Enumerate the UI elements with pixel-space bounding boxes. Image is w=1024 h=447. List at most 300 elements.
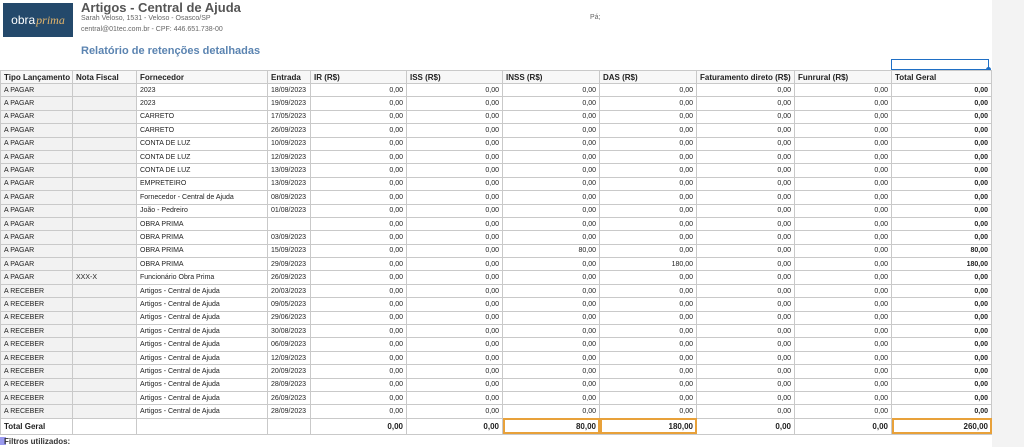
- table-cell[interactable]: 0,00: [407, 231, 503, 244]
- table-cell[interactable]: 0,00: [795, 231, 892, 244]
- table-cell[interactable]: CONTA DE LUZ: [137, 137, 268, 150]
- table-cell[interactable]: 0,00: [503, 258, 600, 271]
- table-cell[interactable]: 0,00: [892, 191, 992, 204]
- table-cell[interactable]: 0,00: [600, 97, 697, 110]
- table-cell[interactable]: A RECEBER: [1, 351, 73, 364]
- table-cell[interactable]: [73, 97, 137, 110]
- table-cell[interactable]: 0,00: [407, 378, 503, 391]
- table-cell[interactable]: 0,00: [600, 84, 697, 97]
- table-cell[interactable]: 0,00: [697, 177, 795, 190]
- table-cell[interactable]: 0,00: [407, 204, 503, 217]
- table-cell[interactable]: [73, 110, 137, 123]
- total-cell[interactable]: 80,00: [503, 418, 600, 434]
- table-cell[interactable]: 0,00: [311, 217, 407, 230]
- total-cell[interactable]: 0,00: [795, 418, 892, 434]
- table-cell[interactable]: 0,00: [503, 231, 600, 244]
- table-cell[interactable]: 0,00: [697, 231, 795, 244]
- table-cell[interactable]: 28/09/2023: [268, 378, 311, 391]
- table-cell[interactable]: 80,00: [503, 244, 600, 257]
- table-cell[interactable]: Artigos - Central de Ajuda: [137, 405, 268, 418]
- table-cell[interactable]: 0,00: [892, 351, 992, 364]
- total-cell[interactable]: 0,00: [407, 418, 503, 434]
- table-cell[interactable]: 0,00: [311, 124, 407, 137]
- table-cell[interactable]: 0,00: [503, 97, 600, 110]
- table-cell[interactable]: 0,00: [697, 378, 795, 391]
- table-cell[interactable]: A RECEBER: [1, 365, 73, 378]
- table-cell[interactable]: 0,00: [697, 84, 795, 97]
- column-header[interactable]: IR (R$): [311, 71, 407, 84]
- table-cell[interactable]: [73, 137, 137, 150]
- table-cell[interactable]: 0,00: [697, 137, 795, 150]
- table-cell[interactable]: 0,00: [407, 164, 503, 177]
- table-cell[interactable]: [73, 84, 137, 97]
- table-cell[interactable]: 0,00: [795, 84, 892, 97]
- table-cell[interactable]: A RECEBER: [1, 405, 73, 418]
- table-cell[interactable]: 0,00: [795, 258, 892, 271]
- table-cell[interactable]: 0,00: [697, 124, 795, 137]
- table-cell[interactable]: 0,00: [600, 244, 697, 257]
- table-cell[interactable]: [73, 391, 137, 404]
- table-cell[interactable]: 0,00: [407, 97, 503, 110]
- column-header[interactable]: Faturamento direto (R$): [697, 71, 795, 84]
- table-cell[interactable]: 0,00: [795, 378, 892, 391]
- table-cell[interactable]: 0,00: [503, 110, 600, 123]
- table-cell[interactable]: 0,00: [311, 137, 407, 150]
- table-cell[interactable]: 0,00: [311, 351, 407, 364]
- table-cell[interactable]: 180,00: [600, 258, 697, 271]
- table-cell[interactable]: 0,00: [503, 284, 600, 297]
- table-cell[interactable]: 0,00: [697, 325, 795, 338]
- table-cell[interactable]: CONTA DE LUZ: [137, 164, 268, 177]
- table-cell[interactable]: 0,00: [892, 204, 992, 217]
- table-cell[interactable]: 0,00: [407, 365, 503, 378]
- table-cell[interactable]: 0,00: [892, 110, 992, 123]
- table-cell[interactable]: 20/09/2023: [268, 365, 311, 378]
- table-cell[interactable]: 0,00: [407, 124, 503, 137]
- total-cell[interactable]: 180,00: [600, 418, 697, 434]
- table-cell[interactable]: 0,00: [311, 164, 407, 177]
- table-cell[interactable]: 0,00: [892, 311, 992, 324]
- table-cell[interactable]: 0,00: [795, 110, 892, 123]
- table-cell[interactable]: 0,00: [697, 271, 795, 284]
- table-cell[interactable]: 0,00: [311, 338, 407, 351]
- table-cell[interactable]: 0,00: [600, 351, 697, 364]
- table-cell[interactable]: 0,00: [697, 311, 795, 324]
- table-cell[interactable]: 30/08/2023: [268, 325, 311, 338]
- table-cell[interactable]: A PAGAR: [1, 231, 73, 244]
- table-cell[interactable]: 0,00: [795, 97, 892, 110]
- table-cell[interactable]: 0,00: [311, 311, 407, 324]
- table-cell[interactable]: [73, 405, 137, 418]
- table-cell[interactable]: 0,00: [697, 258, 795, 271]
- table-cell[interactable]: 0,00: [503, 271, 600, 284]
- table-cell[interactable]: 0,00: [697, 244, 795, 257]
- table-cell[interactable]: 0,00: [407, 351, 503, 364]
- table-cell[interactable]: 180,00: [892, 258, 992, 271]
- table-cell[interactable]: 0,00: [697, 391, 795, 404]
- table-cell[interactable]: 0,00: [697, 191, 795, 204]
- table-cell[interactable]: A RECEBER: [1, 378, 73, 391]
- table-cell[interactable]: 0,00: [795, 284, 892, 297]
- total-cell[interactable]: Total Geral: [1, 418, 73, 434]
- total-cell[interactable]: 0,00: [311, 418, 407, 434]
- table-cell[interactable]: [73, 150, 137, 163]
- table-cell[interactable]: [73, 191, 137, 204]
- table-cell[interactable]: 0,00: [311, 97, 407, 110]
- table-cell[interactable]: 0,00: [407, 405, 503, 418]
- table-cell[interactable]: 0,00: [795, 311, 892, 324]
- table-cell[interactable]: A PAGAR: [1, 164, 73, 177]
- table-cell[interactable]: 0,00: [407, 338, 503, 351]
- table-cell[interactable]: 0,00: [503, 325, 600, 338]
- table-cell[interactable]: 0,00: [892, 217, 992, 230]
- table-cell[interactable]: 0,00: [503, 124, 600, 137]
- table-cell[interactable]: OBRA PRIMA: [137, 217, 268, 230]
- table-cell[interactable]: 19/09/2023: [268, 97, 311, 110]
- table-cell[interactable]: XXX-X: [73, 271, 137, 284]
- table-cell[interactable]: 0,00: [795, 365, 892, 378]
- table-cell[interactable]: A PAGAR: [1, 150, 73, 163]
- table-cell[interactable]: A RECEBER: [1, 311, 73, 324]
- column-header[interactable]: Tipo Lançamento: [1, 71, 73, 84]
- table-cell[interactable]: 0,00: [600, 110, 697, 123]
- table-cell[interactable]: 13/09/2023: [268, 177, 311, 190]
- table-cell[interactable]: 0,00: [311, 191, 407, 204]
- table-cell[interactable]: 0,00: [407, 84, 503, 97]
- table-cell[interactable]: 0,00: [503, 298, 600, 311]
- table-cell[interactable]: 0,00: [600, 217, 697, 230]
- table-cell[interactable]: A PAGAR: [1, 258, 73, 271]
- table-cell[interactable]: 0,00: [600, 204, 697, 217]
- table-cell[interactable]: A RECEBER: [1, 325, 73, 338]
- table-cell[interactable]: 0,00: [311, 325, 407, 338]
- table-cell[interactable]: 0,00: [407, 150, 503, 163]
- table-cell[interactable]: 0,00: [600, 124, 697, 137]
- table-cell[interactable]: 0,00: [795, 351, 892, 364]
- table-cell[interactable]: 0,00: [600, 271, 697, 284]
- table-cell[interactable]: 0,00: [407, 271, 503, 284]
- table-cell[interactable]: 0,00: [503, 137, 600, 150]
- table-cell[interactable]: 0,00: [795, 177, 892, 190]
- table-cell[interactable]: 0,00: [697, 351, 795, 364]
- table-cell[interactable]: 0,00: [407, 217, 503, 230]
- table-cell[interactable]: 12/09/2023: [268, 150, 311, 163]
- table-cell[interactable]: 26/09/2023: [268, 124, 311, 137]
- table-cell[interactable]: 0,00: [697, 338, 795, 351]
- table-cell[interactable]: 0,00: [795, 271, 892, 284]
- table-cell[interactable]: 0,00: [795, 325, 892, 338]
- table-cell[interactable]: 26/09/2023: [268, 271, 311, 284]
- table-cell[interactable]: A PAGAR: [1, 124, 73, 137]
- table-cell[interactable]: 0,00: [795, 217, 892, 230]
- table-cell[interactable]: 0,00: [503, 311, 600, 324]
- table-cell[interactable]: 0,00: [311, 244, 407, 257]
- table-cell[interactable]: 0,00: [600, 311, 697, 324]
- table-cell[interactable]: Artigos - Central de Ajuda: [137, 378, 268, 391]
- table-cell[interactable]: A PAGAR: [1, 204, 73, 217]
- table-cell[interactable]: 0,00: [600, 298, 697, 311]
- table-cell[interactable]: 0,00: [892, 231, 992, 244]
- table-cell[interactable]: 0,00: [600, 325, 697, 338]
- table-cell[interactable]: 0,00: [892, 298, 992, 311]
- table-cell[interactable]: 0,00: [600, 191, 697, 204]
- table-cell[interactable]: 0,00: [503, 191, 600, 204]
- table-cell[interactable]: 0,00: [600, 177, 697, 190]
- table-cell[interactable]: 0,00: [407, 177, 503, 190]
- table-cell[interactable]: 0,00: [697, 110, 795, 123]
- table-cell[interactable]: [73, 365, 137, 378]
- table-cell[interactable]: A PAGAR: [1, 217, 73, 230]
- column-header[interactable]: Nota Fiscal: [73, 71, 137, 84]
- table-cell[interactable]: 0,00: [600, 150, 697, 163]
- table-cell[interactable]: 0,00: [311, 110, 407, 123]
- table-cell[interactable]: 0,00: [407, 191, 503, 204]
- table-cell[interactable]: 0,00: [503, 391, 600, 404]
- table-cell[interactable]: 0,00: [600, 378, 697, 391]
- table-cell[interactable]: 28/09/2023: [268, 405, 311, 418]
- table-cell[interactable]: 0,00: [892, 325, 992, 338]
- table-cell[interactable]: Artigos - Central de Ajuda: [137, 391, 268, 404]
- table-cell[interactable]: 0,00: [311, 365, 407, 378]
- table-cell[interactable]: 0,00: [503, 84, 600, 97]
- table-cell[interactable]: 0,00: [697, 405, 795, 418]
- table-cell[interactable]: [268, 217, 311, 230]
- table-cell[interactable]: A PAGAR: [1, 110, 73, 123]
- total-cell[interactable]: 0,00: [697, 418, 795, 434]
- table-cell[interactable]: 0,00: [407, 311, 503, 324]
- table-cell[interactable]: 18/09/2023: [268, 84, 311, 97]
- total-cell[interactable]: [137, 418, 268, 434]
- table-cell[interactable]: 0,00: [795, 150, 892, 163]
- table-cell[interactable]: 0,00: [503, 338, 600, 351]
- table-cell[interactable]: Artigos - Central de Ajuda: [137, 311, 268, 324]
- table-cell[interactable]: 0,00: [311, 231, 407, 244]
- table-cell[interactable]: [73, 204, 137, 217]
- table-cell[interactable]: A PAGAR: [1, 84, 73, 97]
- table-cell[interactable]: 0,00: [600, 391, 697, 404]
- table-cell[interactable]: CONTA DE LUZ: [137, 150, 268, 163]
- table-cell[interactable]: 0,00: [892, 137, 992, 150]
- table-cell[interactable]: 0,00: [892, 338, 992, 351]
- table-cell[interactable]: 0,00: [892, 84, 992, 97]
- table-cell[interactable]: A RECEBER: [1, 298, 73, 311]
- table-cell[interactable]: 0,00: [407, 110, 503, 123]
- table-cell[interactable]: 0,00: [600, 284, 697, 297]
- table-cell[interactable]: [73, 124, 137, 137]
- table-cell[interactable]: 0,00: [600, 231, 697, 244]
- column-header[interactable]: INSS (R$): [503, 71, 600, 84]
- column-header[interactable]: Funrural (R$): [795, 71, 892, 84]
- table-cell[interactable]: A RECEBER: [1, 338, 73, 351]
- table-cell[interactable]: 0,00: [407, 284, 503, 297]
- table-cell[interactable]: 06/09/2023: [268, 338, 311, 351]
- table-cell[interactable]: Artigos - Central de Ajuda: [137, 284, 268, 297]
- table-cell[interactable]: 0,00: [311, 258, 407, 271]
- table-cell[interactable]: 20/03/2023: [268, 284, 311, 297]
- table-cell[interactable]: 0,00: [503, 177, 600, 190]
- column-header[interactable]: Total Geral: [892, 71, 992, 84]
- table-cell[interactable]: 0,00: [892, 365, 992, 378]
- table-cell[interactable]: 0,00: [503, 164, 600, 177]
- table-cell[interactable]: 09/05/2023: [268, 298, 311, 311]
- table-cell[interactable]: 08/09/2023: [268, 191, 311, 204]
- table-cell[interactable]: 0,00: [697, 298, 795, 311]
- table-cell[interactable]: 0,00: [600, 338, 697, 351]
- table-cell[interactable]: OBRA PRIMA: [137, 244, 268, 257]
- table-cell[interactable]: 01/08/2023: [268, 204, 311, 217]
- table-cell[interactable]: [73, 325, 137, 338]
- table-cell[interactable]: [73, 378, 137, 391]
- table-cell[interactable]: 03/09/2023: [268, 231, 311, 244]
- table-cell[interactable]: 13/09/2023: [268, 164, 311, 177]
- table-cell[interactable]: 0,00: [795, 204, 892, 217]
- table-cell[interactable]: 26/09/2023: [268, 391, 311, 404]
- table-cell[interactable]: 0,00: [892, 124, 992, 137]
- table-cell[interactable]: 17/05/2023: [268, 110, 311, 123]
- table-cell[interactable]: 0,00: [892, 378, 992, 391]
- table-cell[interactable]: 0,00: [311, 271, 407, 284]
- table-cell[interactable]: 0,00: [892, 391, 992, 404]
- table-cell[interactable]: Artigos - Central de Ajuda: [137, 338, 268, 351]
- table-cell[interactable]: 0,00: [311, 378, 407, 391]
- table-cell[interactable]: [73, 338, 137, 351]
- table-cell[interactable]: CARRETO: [137, 124, 268, 137]
- table-cell[interactable]: 29/09/2023: [268, 258, 311, 271]
- table-cell[interactable]: OBRA PRIMA: [137, 258, 268, 271]
- table-cell[interactable]: [73, 177, 137, 190]
- table-cell[interactable]: 0,00: [503, 378, 600, 391]
- table-cell[interactable]: 0,00: [795, 124, 892, 137]
- table-cell[interactable]: 0,00: [697, 365, 795, 378]
- table-cell[interactable]: 0,00: [795, 244, 892, 257]
- table-cell[interactable]: 0,00: [407, 391, 503, 404]
- table-cell[interactable]: 0,00: [407, 244, 503, 257]
- table-cell[interactable]: [73, 164, 137, 177]
- table-cell[interactable]: João - Pedreiro: [137, 204, 268, 217]
- table-cell[interactable]: [73, 351, 137, 364]
- table-cell[interactable]: 0,00: [311, 204, 407, 217]
- column-header[interactable]: Entrada: [268, 71, 311, 84]
- table-cell[interactable]: A PAGAR: [1, 271, 73, 284]
- table-cell[interactable]: CARRETO: [137, 110, 268, 123]
- table-cell[interactable]: A PAGAR: [1, 244, 73, 257]
- table-cell[interactable]: 0,00: [600, 405, 697, 418]
- table-cell[interactable]: Artigos - Central de Ajuda: [137, 351, 268, 364]
- table-cell[interactable]: 0,00: [892, 177, 992, 190]
- total-cell[interactable]: [73, 418, 137, 434]
- table-cell[interactable]: A RECEBER: [1, 391, 73, 404]
- table-cell[interactable]: [73, 284, 137, 297]
- table-cell[interactable]: 0,00: [892, 150, 992, 163]
- table-cell[interactable]: 0,00: [503, 405, 600, 418]
- table-cell[interactable]: [73, 244, 137, 257]
- table-cell[interactable]: 0,00: [407, 298, 503, 311]
- table-cell[interactable]: 0,00: [311, 405, 407, 418]
- table-cell[interactable]: 0,00: [892, 405, 992, 418]
- column-header[interactable]: ISS (R$): [407, 71, 503, 84]
- table-cell[interactable]: 0,00: [407, 137, 503, 150]
- table-cell[interactable]: A PAGAR: [1, 137, 73, 150]
- table-cell[interactable]: 0,00: [892, 271, 992, 284]
- table-cell[interactable]: [73, 231, 137, 244]
- table-cell[interactable]: 0,00: [600, 137, 697, 150]
- table-cell[interactable]: 0,00: [892, 97, 992, 110]
- table-cell[interactable]: 0,00: [697, 217, 795, 230]
- table-cell[interactable]: 0,00: [407, 325, 503, 338]
- table-cell[interactable]: A RECEBER: [1, 284, 73, 297]
- table-cell[interactable]: A PAGAR: [1, 97, 73, 110]
- total-cell[interactable]: [268, 418, 311, 434]
- table-cell[interactable]: A PAGAR: [1, 191, 73, 204]
- table-cell[interactable]: 12/09/2023: [268, 351, 311, 364]
- table-cell[interactable]: Artigos - Central de Ajuda: [137, 325, 268, 338]
- table-cell[interactable]: 0,00: [503, 204, 600, 217]
- total-cell[interactable]: 260,00: [892, 418, 992, 434]
- table-cell[interactable]: 0,00: [600, 164, 697, 177]
- table-cell[interactable]: 0,00: [795, 338, 892, 351]
- table-cell[interactable]: OBRA PRIMA: [137, 231, 268, 244]
- table-cell[interactable]: 0,00: [892, 284, 992, 297]
- table-cell[interactable]: 0,00: [503, 217, 600, 230]
- table-cell[interactable]: 0,00: [795, 298, 892, 311]
- table-cell[interactable]: 2023: [137, 97, 268, 110]
- table-cell[interactable]: 10/09/2023: [268, 137, 311, 150]
- column-header[interactable]: Fornecedor: [137, 71, 268, 84]
- table-cell[interactable]: 15/09/2023: [268, 244, 311, 257]
- table-cell[interactable]: 0,00: [697, 150, 795, 163]
- table-cell[interactable]: [73, 217, 137, 230]
- table-header-row: [1, 71, 992, 84]
- table-cell[interactable]: 0,00: [697, 204, 795, 217]
- table-cell[interactable]: 0,00: [697, 284, 795, 297]
- table-cell[interactable]: Artigos - Central de Ajuda: [137, 365, 268, 378]
- table-cell[interactable]: 2023: [137, 84, 268, 97]
- cell-selection-box[interactable]: [891, 59, 989, 70]
- table-cell[interactable]: Funcionário Obra Prima: [137, 271, 268, 284]
- table-cell[interactable]: 29/06/2023: [268, 311, 311, 324]
- table-cell[interactable]: 0,00: [503, 351, 600, 364]
- table-cell[interactable]: [73, 258, 137, 271]
- table-cell[interactable]: 0,00: [795, 405, 892, 418]
- table-cell[interactable]: 0,00: [697, 164, 795, 177]
- table-cell[interactable]: [73, 311, 137, 324]
- table-cell[interactable]: 0,00: [311, 150, 407, 163]
- table-cell[interactable]: 80,00: [892, 244, 992, 257]
- table-cell[interactable]: 0,00: [311, 177, 407, 190]
- table-cell[interactable]: 0,00: [503, 150, 600, 163]
- table-cell[interactable]: 0,00: [795, 391, 892, 404]
- table-cell[interactable]: 0,00: [795, 164, 892, 177]
- table-cell[interactable]: 0,00: [407, 258, 503, 271]
- table-cell[interactable]: 0,00: [311, 298, 407, 311]
- table-cell[interactable]: [73, 298, 137, 311]
- table-cell[interactable]: 0,00: [600, 365, 697, 378]
- table-cell[interactable]: 0,00: [697, 97, 795, 110]
- table-cell[interactable]: 0,00: [311, 284, 407, 297]
- table-cell[interactable]: EMPRETEIRO: [137, 177, 268, 190]
- table-cell[interactable]: Fornecedor - Central de Ajuda: [137, 191, 268, 204]
- table-cell[interactable]: 0,00: [311, 391, 407, 404]
- column-header[interactable]: DAS (R$): [600, 71, 697, 84]
- table-cell[interactable]: 0,00: [892, 164, 992, 177]
- table-cell[interactable]: 0,00: [795, 191, 892, 204]
- table-cell[interactable]: 0,00: [795, 137, 892, 150]
- table-cell[interactable]: Artigos - Central de Ajuda: [137, 298, 268, 311]
- table-cell[interactable]: A PAGAR: [1, 177, 73, 190]
- table-row: [1, 204, 992, 217]
- table-cell[interactable]: 0,00: [503, 365, 600, 378]
- table-cell[interactable]: 0,00: [311, 84, 407, 97]
